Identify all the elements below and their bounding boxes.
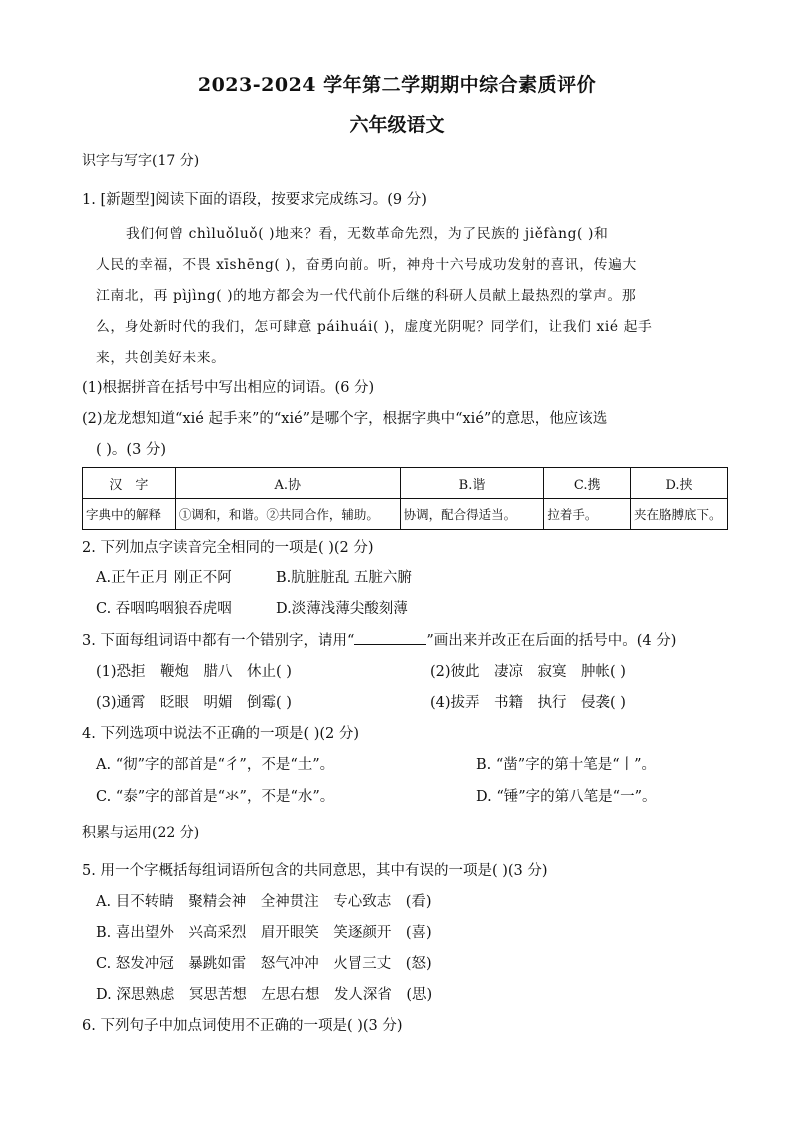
question-2-option-d: D.淡薄浅薄尖酸刻薄 (276, 601, 408, 617)
question-1-sub-1: (1)根据拼音在括号中写出相应的词语。(6 分) (82, 380, 375, 396)
table-cell: 字典中的解释 (83, 499, 176, 530)
question-1-sub-2: (2)龙龙想知道“xié 起手来”的“xié”是哪个字，根据字典中“xié”的意思，他应该选 (82, 411, 608, 427)
underline-blank (354, 632, 426, 645)
question-5-option-c: C. 怒发冲冠 暴跳如雷 怒气冲冲 火冒三丈 (怒) (96, 956, 432, 972)
section-heading-accumulation: 积累与运用(22 分) (82, 825, 200, 841)
question-3-group-2: (2)彼此 凄凉 寂寞 肿帐( ) (430, 664, 626, 680)
question-6-stem: 6. 下列句子中加点词使用不正确的一项是( )(3 分) (82, 1018, 403, 1034)
table-cell: 拉着手。 (544, 499, 631, 530)
table-cell: ①调和，和谐。②共同合作，辅助。 (175, 499, 400, 530)
table-header-cell: D.挟 (630, 468, 727, 499)
question-3-group-1: (1)恐拒 鞭炮 腊八 休止( ) (96, 664, 292, 680)
question-3-group-3: (3)通霄 眨眼 明媚 倒霉( ) (96, 695, 292, 711)
question-2-stem: 2. 下列加点字读音完全相同的一项是( )(2 分) (82, 540, 374, 556)
table-cell: 协调，配合得适当。 (400, 499, 544, 530)
question-5-option-b: B. 喜出望外 兴高采烈 眉开眼笑 笑逐颜开 (喜) (96, 925, 432, 941)
table-header-cell: C.携 (544, 468, 631, 499)
question-2-option-c: C. 吞咽呜咽狼吞虎咽 (96, 601, 232, 617)
question-5-option-a: A. 目不转睛 聚精会神 全神贯注 专心致志 (看) (96, 894, 432, 910)
question-1-passage-line: 江南北，再 pìjìng( )的地方都会为一代代前仆后继的科研人员献上最热烈的掌声。那 (96, 288, 637, 304)
table-header-cell: 汉 字 (83, 468, 176, 499)
question-4-option-b: B. “凿”字的第十笔是“丨”。 (476, 757, 657, 773)
exam-subtitle: 六年级语文 (349, 114, 445, 136)
dictionary-table (82, 467, 728, 530)
table-header-cell: B.谐 (400, 468, 544, 499)
question-4-option-a: A. “彻”字的部首是“彳”，不是“土”。 (96, 757, 335, 773)
question-3-stem (82, 629, 676, 650)
table-cell: 夹在胳膊底下。 (630, 499, 727, 530)
question-4-option-c: C. “泰”字的部首是“氺”，不是“水”。 (96, 789, 335, 805)
question-3-stem-end: ”画出来并改正在后面的括号中。(4 分) (426, 633, 677, 649)
section-heading-literacy: 识字与写字(17 分) (82, 153, 200, 169)
question-1-stem: 1. [新题型]阅读下面的语段，按要求完成练习。(9 分) (82, 192, 427, 208)
table-row (83, 499, 728, 530)
question-1-passage-line: 我们何曾 chìluǒluǒ( )地来？看，无数革命先烈，为了民族的 jiěfàng( )和 (126, 226, 609, 242)
question-3-group-4: (4)拔弄 书籍 执行 侵袭( ) (430, 695, 626, 711)
question-1-passage-line: 么，身处新时代的我们，怎可肆意 páihuái( )，虚度光阴呢？同学们，让我们 xié 起手 (96, 319, 653, 335)
question-2-option-a: A.正午正月 刚正不阿 (96, 570, 232, 586)
question-3-stem-start: 3. 下面每组词语中都有一个错别字，请用“ (82, 633, 355, 649)
table-header-cell: A.协 (175, 468, 400, 499)
exam-title: 2023-2024 学年第二学期期中综合素质评价 (197, 74, 597, 96)
question-1-sub-2-answer: ( )。(3 分) (96, 442, 167, 458)
question-4-option-d: D. “锤”字的第八笔是“一”。 (476, 789, 657, 805)
question-5-stem: 5. 用一个字概括每组词语所包含的共同意思，其中有误的一项是( )(3 分) (82, 863, 548, 879)
question-5-option-d: D. 深思熟虑 冥思苦想 左思右想 发人深省 (思) (96, 987, 433, 1003)
question-2-option-b: B.肮脏脏乱 五脏六腑 (276, 570, 412, 586)
table-header-row (83, 468, 728, 499)
question-4-stem: 4. 下列选项中说法不正确的一项是( )(2 分) (82, 726, 360, 742)
question-1-passage-line: 人民的幸福，不畏 xīshēng( )，奋勇向前。听，神舟十六号成功发射的喜讯，传遍大 (96, 257, 637, 273)
question-1-passage-line: 来，共创美好未来。 (96, 350, 226, 366)
